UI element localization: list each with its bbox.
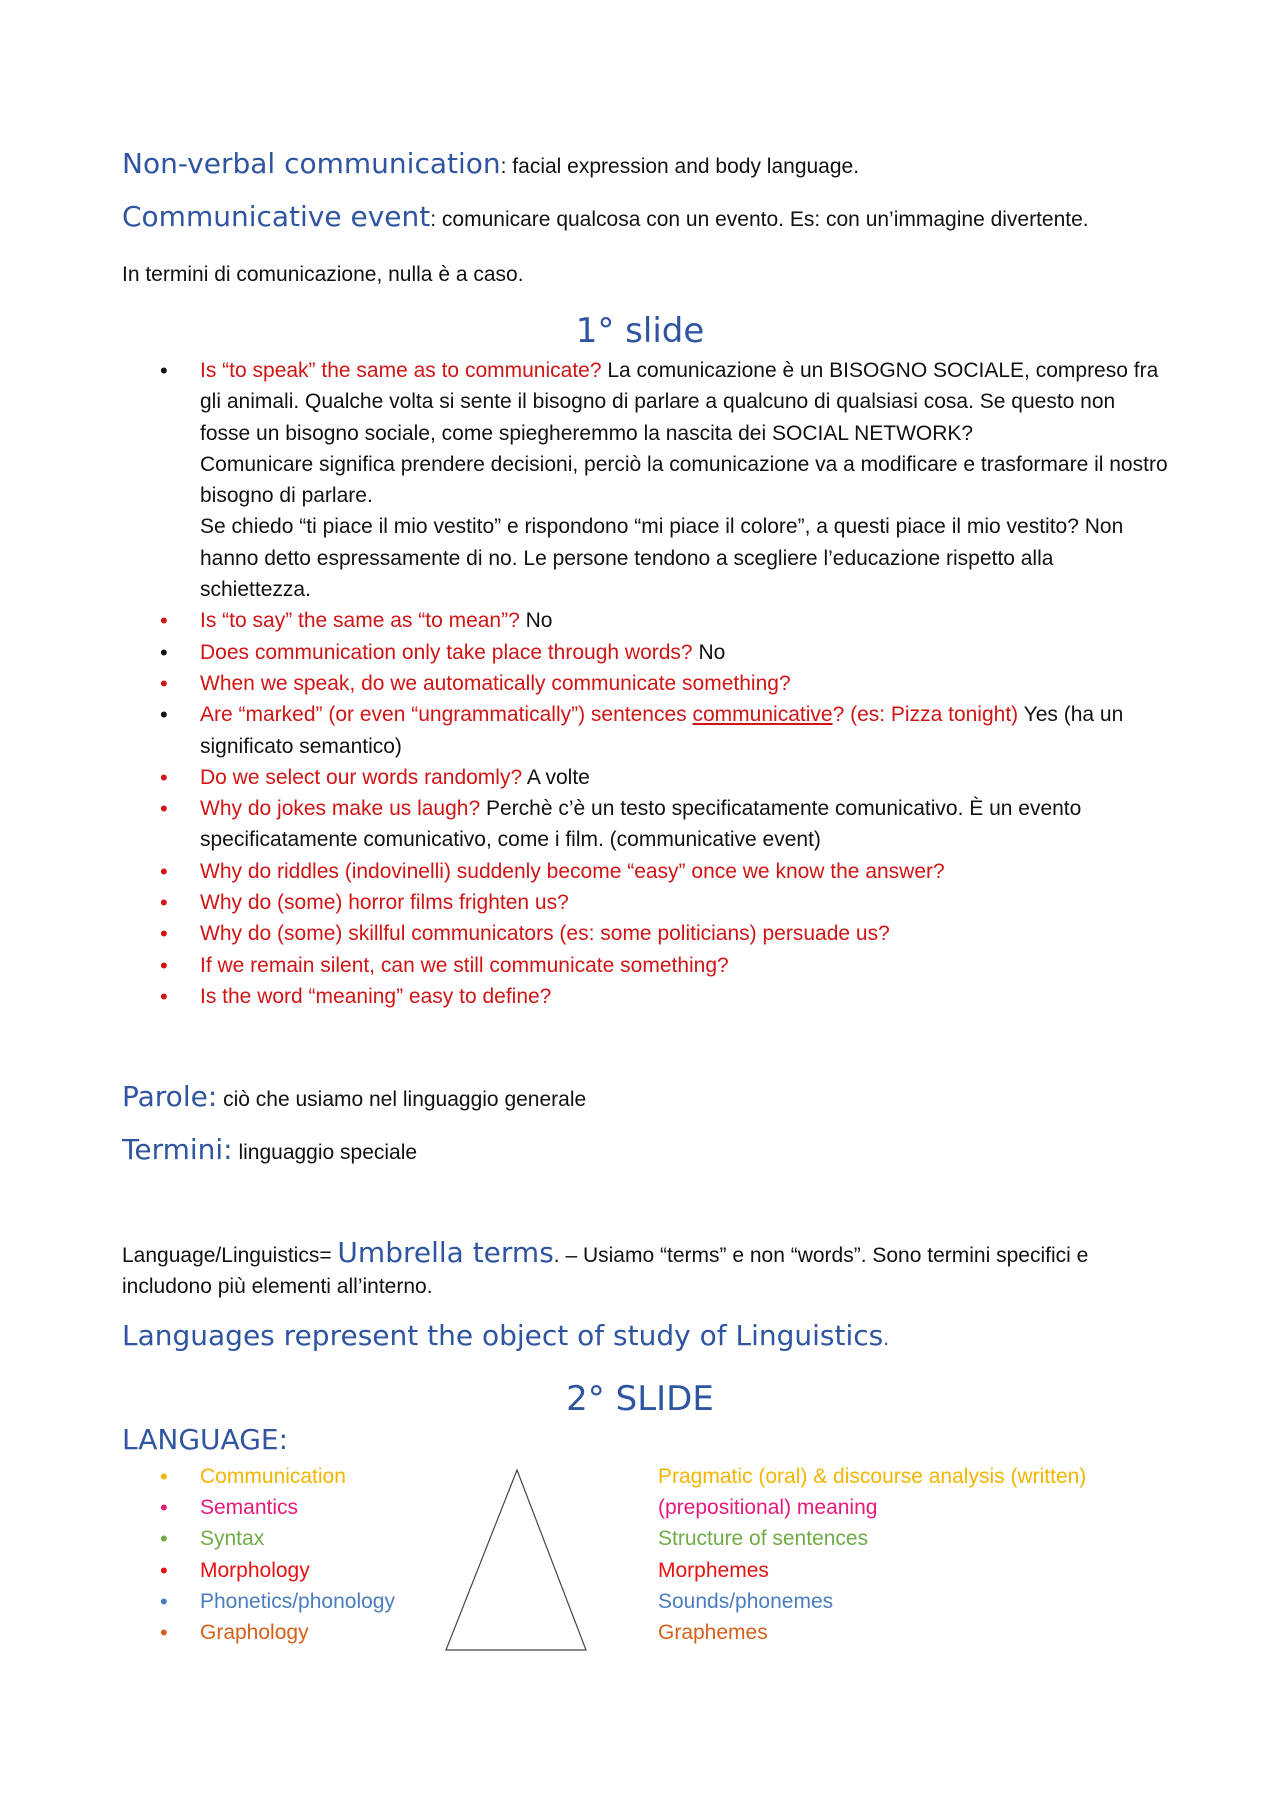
list-item: • Why do riddles (indovinelli) suddenly become “easy” once we know the answer? [160, 856, 1170, 887]
list-item: • Does communication only take place through words? No [160, 637, 1170, 668]
language-levels-list [160, 1461, 395, 1648]
language-level-description: Morphemes [658, 1558, 769, 1582]
slide1-question-list [160, 355, 1170, 1012]
list-item: • Are “marked” (or even “ungrammatically”) sentences communicative? (es: Pizza tonight) Yes (ha un significato semantico) [160, 699, 1170, 762]
list-item: • Do we select our words randomly? A volte [160, 762, 1170, 793]
triangle-diagram [440, 1466, 590, 1654]
event-term: Communicative event [122, 200, 431, 233]
list-item: • When we speak, do we automatically communicate something? [160, 668, 1170, 699]
list-item: • Is “to speak” the same as to communicate? La comunicazione è un BISOGNO SOCIALE, compreso fra gli animali. Qualche volta si sente il bisogno di parlare a qualcuno di qualsiasi cosa. Se questo non fosse un bisogno sociale, come spiegheremmo la nascita dei SOCIAL NETWORK? Comunicare significa prendere decisioni, perciò la comunicazione va a modificare e trasformare il nostro bisogno di parlare. Se chiedo “ti piace il mio vestito” e rispondono “mi piace il colore”, a questi piace il mio vestito? Non hanno detto espressamente di no. Le persone tendono a scegliere l’educazione rispetto alla schiettezza. [160, 355, 1170, 605]
parole-text: ciò che usiamo nel linguaggio generale [217, 1088, 587, 1111]
termini-term: Termini: [122, 1133, 233, 1166]
list-item: • Why do (some) skillful communicators (es: some politicians) persuade us? [160, 918, 1170, 949]
language-level-item [160, 1586, 395, 1617]
event-text: : comunicare qualcosa con un evento. Es: con un’immagine divertente. [430, 208, 1089, 231]
event-line [122, 201, 1162, 235]
note-line: In termini di comunicazione, nulla è a caso. [122, 263, 524, 286]
parole-term: Parole: [122, 1080, 218, 1113]
nonverbal-text: : facial expression and body language. [500, 155, 860, 178]
list-item: • Why do (some) horror films frighten us? [160, 887, 1170, 918]
language-level-item [160, 1617, 395, 1648]
language-level-description: Graphemes [658, 1621, 768, 1645]
umbrella-term: Umbrella terms [337, 1236, 554, 1269]
umbrella-paragraph: Language/Linguistics= Umbrella terms. – Usiamo “terms” e non “words”. Sono termini specifici e includono più elementi all’interno. [122, 1236, 1089, 1298]
triangle-shape [446, 1470, 586, 1650]
language-level-description: Structure of sentences [658, 1527, 869, 1551]
slide2-title: 2° SLIDE [566, 1379, 714, 1419]
language-level-description: (prepositional) meaning [658, 1496, 878, 1520]
language-level-item [160, 1555, 395, 1586]
list-item: • Is “to say” the same as “to mean”? No [160, 605, 1170, 636]
nonverbal-term: Non-verbal communication [122, 147, 501, 180]
list-item: • If we remain silent, can we still communicate something? [160, 950, 1170, 981]
language-level-item [160, 1523, 395, 1554]
parole-line [122, 1081, 1162, 1115]
language-level-item [160, 1461, 395, 1492]
termini-text: linguaggio speciale [232, 1141, 418, 1164]
termini-line [122, 1134, 1162, 1168]
language-level-label: Semantics [200, 1496, 299, 1520]
list-item: • Why do jokes make us laugh? Perchè c’è un testo specificatamente comunicativo. È un evento specificatamente comunicativo, come i film. (communicative event) [160, 793, 1170, 856]
language-level-label: Phonetics/phonology [200, 1589, 395, 1613]
language-heading: LANGUAGE: [122, 1423, 289, 1456]
languages-line: Languages represent the object of study of Linguistics. [122, 1319, 890, 1352]
nonverbal-line [122, 148, 1162, 182]
language-level-label: Graphology [200, 1621, 309, 1645]
language-level-label: Morphology [200, 1558, 310, 1582]
language-level-description: Sounds/phonemes [658, 1589, 834, 1613]
language-level-item [160, 1492, 395, 1523]
slide1-title: 1° slide [575, 311, 705, 351]
list-item: • Is the word “meaning” easy to define? [160, 981, 1170, 1012]
language-level-label: Syntax [200, 1527, 265, 1551]
language-descriptions [658, 1461, 1086, 1648]
language-level-label: Communication [200, 1465, 346, 1488]
language-level-description: Pragmatic (oral) & discourse analysis (written) [658, 1465, 1087, 1488]
